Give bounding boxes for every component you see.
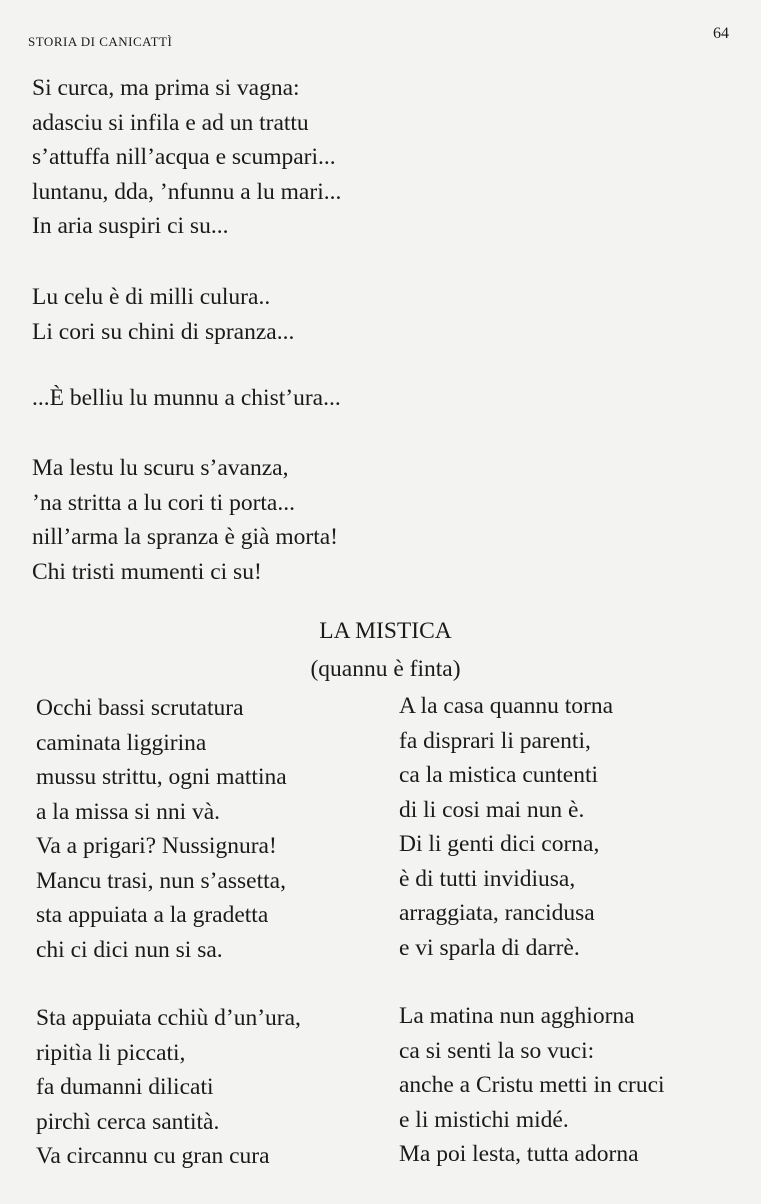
verse-line: caminata liggirina xyxy=(36,729,207,756)
verse-line: ’na stritta a lu cori ti porta... xyxy=(32,489,295,516)
verse-line: A la casa quannu torna xyxy=(399,693,614,719)
verse-line: ca si senti la so vuci: xyxy=(399,1037,595,1064)
stanza-2 xyxy=(32,280,294,349)
verse-line: a la missa si nni và. xyxy=(36,798,221,825)
left-column-stanza-1 xyxy=(36,691,287,967)
running-title: STORIA DI CANICATTÌ xyxy=(28,34,173,49)
stanza-1 xyxy=(32,71,341,244)
verse-line: ca la mistica cuntenti xyxy=(399,762,599,788)
verse-line: ripitìa li piccati, xyxy=(36,1039,186,1066)
right-column-stanza-2 xyxy=(399,999,665,1172)
page-number: 64 xyxy=(713,25,729,42)
verse-line: e vi sparla di darrè. xyxy=(399,934,580,961)
verse-line: arraggiata, rancidusa xyxy=(399,900,595,926)
verse-line: luntanu, dda, ’nfunnu a lu mari... xyxy=(32,178,342,205)
verse-line: Va circannu cu gran cura xyxy=(36,1143,270,1169)
verse-line: fa dumanni dilicati xyxy=(36,1074,214,1100)
verse-line: Chi tristi mumenti ci su! xyxy=(32,558,262,585)
verse-line: Mancu trasi, nun s’assetta, xyxy=(36,867,286,894)
verse-line: pirchì cerca santità. xyxy=(36,1108,220,1135)
verse-line: anche a Cristu metti in cruci xyxy=(399,1072,665,1098)
verse-line: nill’arma la spranza è già morta! xyxy=(32,524,339,550)
verse-line: In aria suspiri ci su... xyxy=(32,213,229,239)
verse-line: Ma poi lesta, tutta adorna xyxy=(399,1141,639,1167)
verse-line: Si curca, ma prima si vagna: xyxy=(32,75,300,101)
verse-line: Di li genti dici corna, xyxy=(399,831,600,857)
left-column-stanza-2 xyxy=(36,1001,301,1174)
verse-line: fa disprari li parenti, xyxy=(399,727,591,754)
verse-line: Va a prigari? Nussignura! xyxy=(36,833,277,859)
poem-title: LA MISTICA xyxy=(319,618,452,644)
stanza-3 xyxy=(32,381,341,416)
verse-line: mussu strittu, ogni mattina xyxy=(36,764,287,790)
verse-line: Ma lestu lu scuru s’avanza, xyxy=(32,455,289,481)
stanza-4 xyxy=(32,451,338,589)
verse-line: Sta appuiata cchiù d’un’ura, xyxy=(36,1005,301,1031)
verse-line: chi ci dici nun si sa. xyxy=(36,936,223,963)
verse-line: di li cosi mai nun è. xyxy=(399,796,585,823)
verse-line: Li cori su chini di spranza... xyxy=(32,318,295,345)
poem-subtitle: (quannu è finta) xyxy=(310,656,461,682)
verse-line: è di tutti invidiusa, xyxy=(399,865,576,892)
right-column-stanza-1 xyxy=(399,689,613,965)
verse-line: e li mistichi midé. xyxy=(399,1106,569,1133)
verse-line: La matina nun agghiorna xyxy=(399,1003,635,1029)
verse-line: sta appuiata a la gradetta xyxy=(36,902,269,928)
verse-line: Occhi bassi scrutatura xyxy=(36,695,244,721)
verse-line: adasciu si infila e ad un trattu xyxy=(32,109,309,136)
verse-line: s’attuffa nill’acqua e scumpari... xyxy=(32,144,336,170)
verse-line: ...È belliu lu munnu a chist’ura... xyxy=(32,385,341,411)
verse-line: Lu celu è di milli culura.. xyxy=(32,284,271,310)
